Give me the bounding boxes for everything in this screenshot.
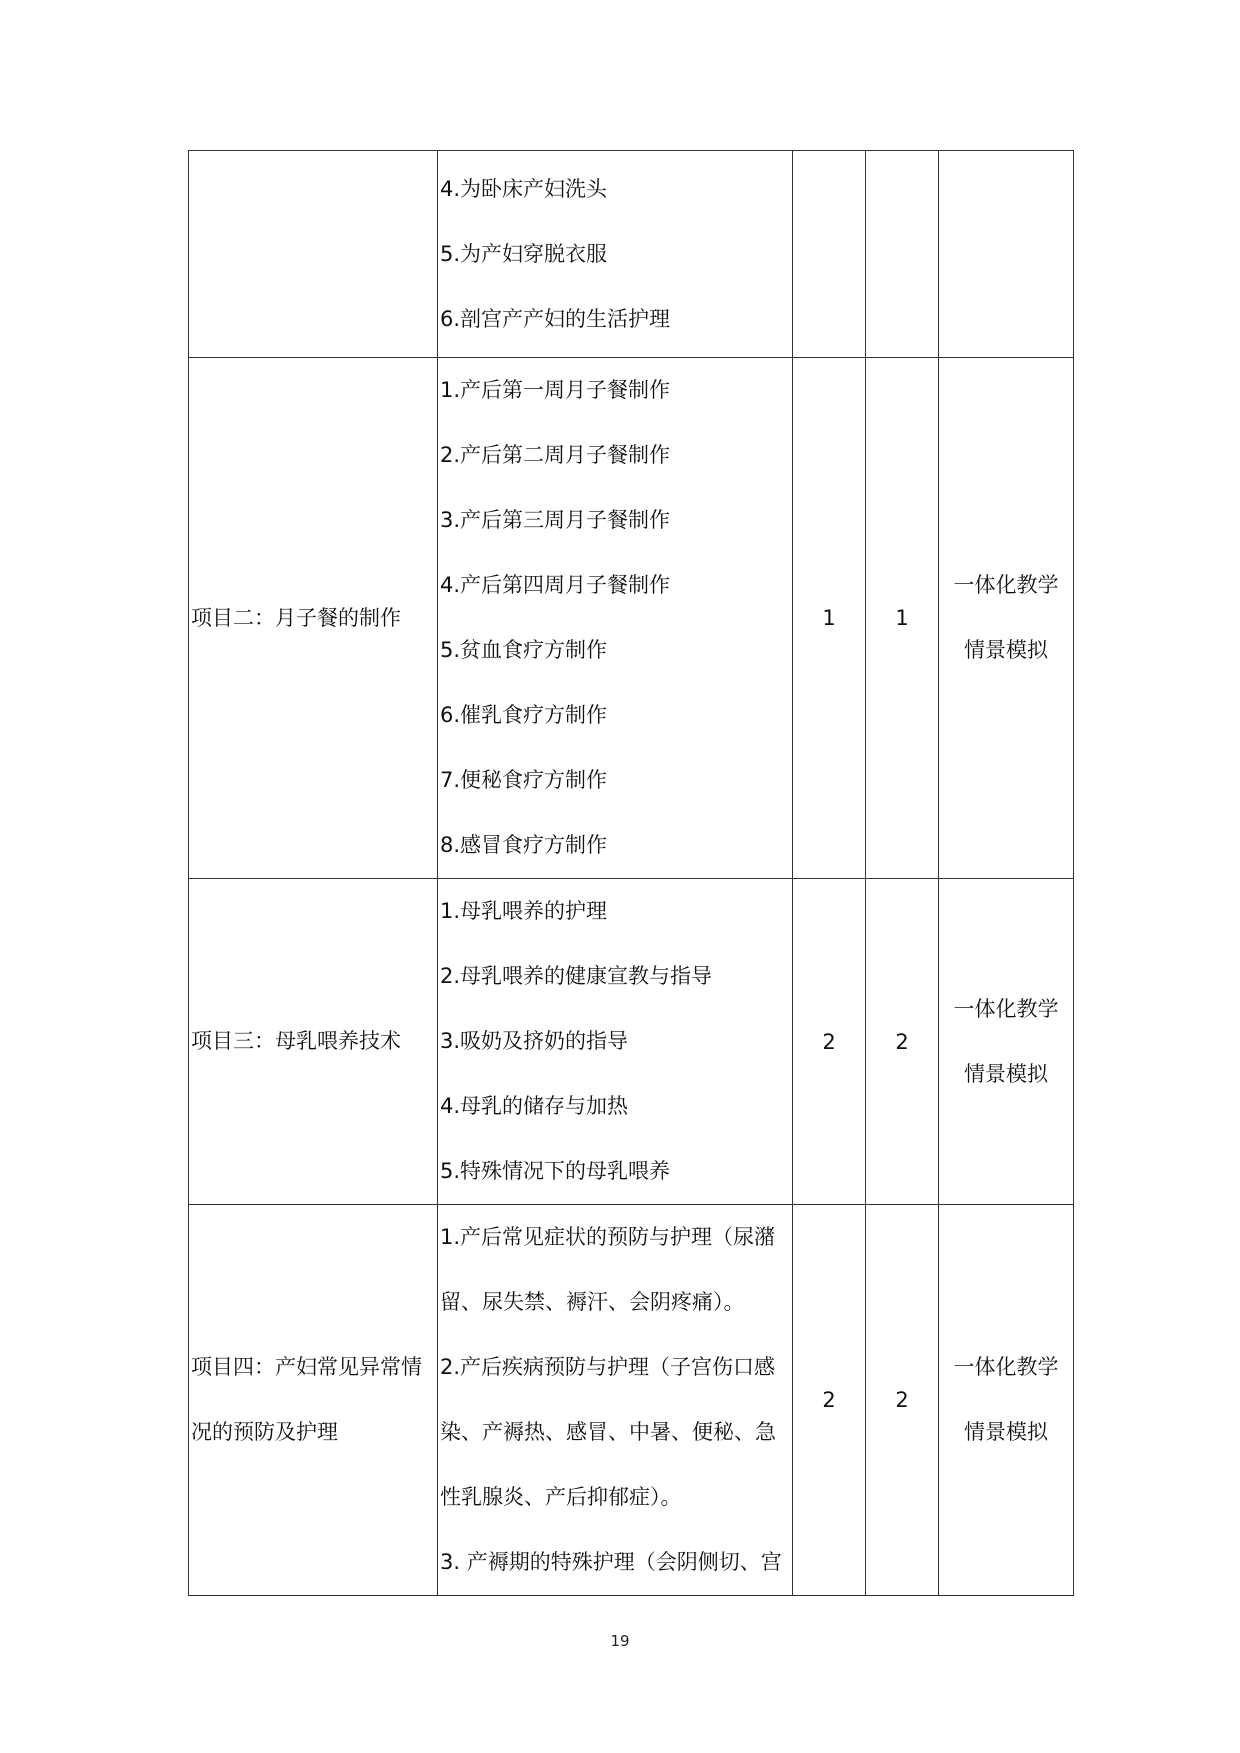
method-line: 情景模拟 <box>964 1420 1048 1444</box>
content-item: 5.为产妇穿脱衣服 <box>440 241 608 266</box>
theory-hours-cell: 1 <box>793 358 866 879</box>
content-item: 性乳腺炎、产后抑郁症）。 <box>440 1485 682 1509</box>
method-cell <box>939 151 1074 358</box>
method-line: 一体化教学 <box>953 1355 1059 1379</box>
practice-hours-cell <box>866 151 939 358</box>
method-line: 一体化教学 <box>953 573 1059 597</box>
content-item: 5.贫血食疗方制作 <box>440 638 608 662</box>
content-item: 4.为卧床产妇洗头 <box>440 176 608 201</box>
content-item: 5.特殊情况下的母乳喂养 <box>440 1159 671 1183</box>
method-line: 情景模拟 <box>964 1061 1048 1086</box>
content-item: 1.产后第一周月子餐制作 <box>440 378 671 402</box>
content-item: 6.催乳食疗方制作 <box>440 703 608 727</box>
project-title: 项目三：母乳喂养技术 <box>191 1029 401 1053</box>
method-cell <box>939 879 1074 1205</box>
page-number: 19 <box>610 1632 630 1650</box>
project-cell <box>189 879 438 1205</box>
content-item: 留、尿失禁、褥汗、会阴疼痛）。 <box>440 1290 745 1314</box>
content-cell <box>438 358 793 879</box>
content-item: 4.产后第四周月子餐制作 <box>440 573 671 597</box>
content-item: 1.母乳喂养的护理 <box>440 899 608 923</box>
project-title: 项目四：产妇常见异常情 <box>191 1355 422 1379</box>
content-item: 6.剖宫产产妇的生活护理 <box>440 306 671 331</box>
content-item: 7.便秘食疗方制作 <box>440 768 608 792</box>
table-row <box>189 151 1074 358</box>
project-title: 况的预防及护理 <box>191 1420 338 1444</box>
content-item: 3.产后第三周月子餐制作 <box>440 508 671 532</box>
method-line: 一体化教学 <box>953 996 1059 1021</box>
theory-hours-cell: 2 <box>793 879 866 1205</box>
project-title: 项目二：月子餐的制作 <box>191 605 401 630</box>
practice-hours-cell: 1 <box>866 358 939 879</box>
content-item: 染、产褥热、感冒、中暑、便秘、急 <box>440 1420 776 1444</box>
content-item: 2.母乳喂养的健康宣教与指导 <box>440 964 713 988</box>
content-item: 8.感冒食疗方制作 <box>440 833 608 857</box>
content-item: 1.产后常见症状的预防与护理（尿潴 <box>440 1225 776 1249</box>
method-cell <box>939 358 1074 879</box>
practice-hours-cell: 2 <box>866 879 939 1205</box>
table-row <box>189 1205 1074 1596</box>
content-item: 2.产后第二周月子餐制作 <box>440 443 671 467</box>
table-row <box>189 879 1074 1205</box>
content-item: 4.母乳的储存与加热 <box>440 1094 629 1118</box>
content-item: 3.吸奶及挤奶的指导 <box>440 1029 629 1053</box>
project-cell <box>189 358 438 879</box>
content-item: 2.产后疾病预防与护理（子宫伤口感 <box>440 1355 776 1379</box>
theory-hours-cell <box>793 151 866 358</box>
method-cell <box>939 1205 1074 1596</box>
content-cell <box>438 879 793 1205</box>
content-cell <box>438 1205 793 1596</box>
project-cell <box>189 151 438 358</box>
project-cell <box>189 1205 438 1596</box>
curriculum-table <box>188 150 1074 1596</box>
content-item: 3. 产褥期的特殊护理（会阴侧切、宫 <box>440 1550 782 1574</box>
table-row <box>189 358 1074 879</box>
theory-hours-cell: 2 <box>793 1205 866 1596</box>
method-line: 情景模拟 <box>964 638 1048 662</box>
content-cell <box>438 151 793 358</box>
practice-hours-cell: 2 <box>866 1205 939 1596</box>
